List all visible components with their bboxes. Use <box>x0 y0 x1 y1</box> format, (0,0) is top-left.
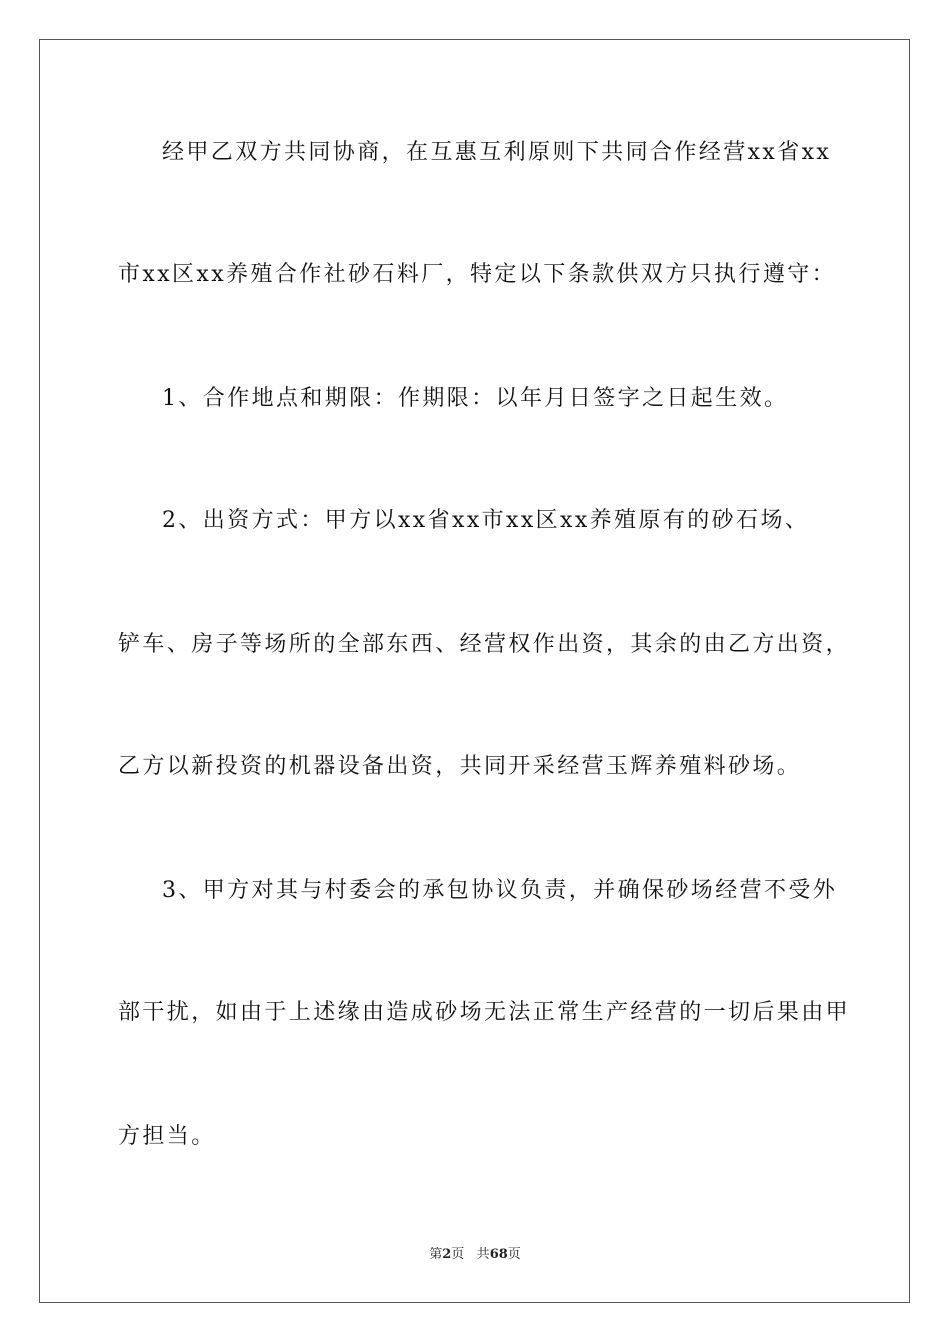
clause-1-line: 1、合作地点和期限：作期限：以年月日签字之日起生效。 <box>162 386 789 411</box>
total-suffix: 页 <box>507 1247 521 1262</box>
paragraph-line: 经甲乙双方共同协商，在互惠互利原则下共同合作经营xx省xx <box>162 140 832 165</box>
page-suffix: 页 <box>451 1247 465 1262</box>
total-pages: 68 <box>489 1247 508 1262</box>
page-frame <box>39 39 910 1303</box>
paragraph-line: 乙方以新投资的机器设备出资，共同开采经营玉辉养殖料砂场。 <box>118 754 802 779</box>
paragraph-line: 铲车、房子等场所的全部东西、经营权作出资，其余的由乙方出资， <box>118 632 851 657</box>
paragraph-line: 部干扰，如由于上述缘由造成砂场无法正常生产经营的一切后果由甲 <box>118 1000 851 1025</box>
page-number: 2 <box>442 1247 452 1262</box>
clause-3-line: 3、甲方对其与村委会的承包协议负责，并确保砂场经营不受外 <box>162 878 838 903</box>
total-prefix: 共 <box>476 1247 490 1262</box>
paragraph-line: 方担当。 <box>118 1124 216 1149</box>
paragraph-line: 市xx区xx养殖合作社砂石料厂，特定以下条款供双方只执行遵守： <box>118 262 837 287</box>
page-prefix: 第 <box>429 1247 443 1262</box>
clause-2-line: 2、出资方式：甲方以xx省xx市xx区xx养殖原有的砂石场、 <box>162 508 810 533</box>
page-footer <box>0 1246 950 1264</box>
